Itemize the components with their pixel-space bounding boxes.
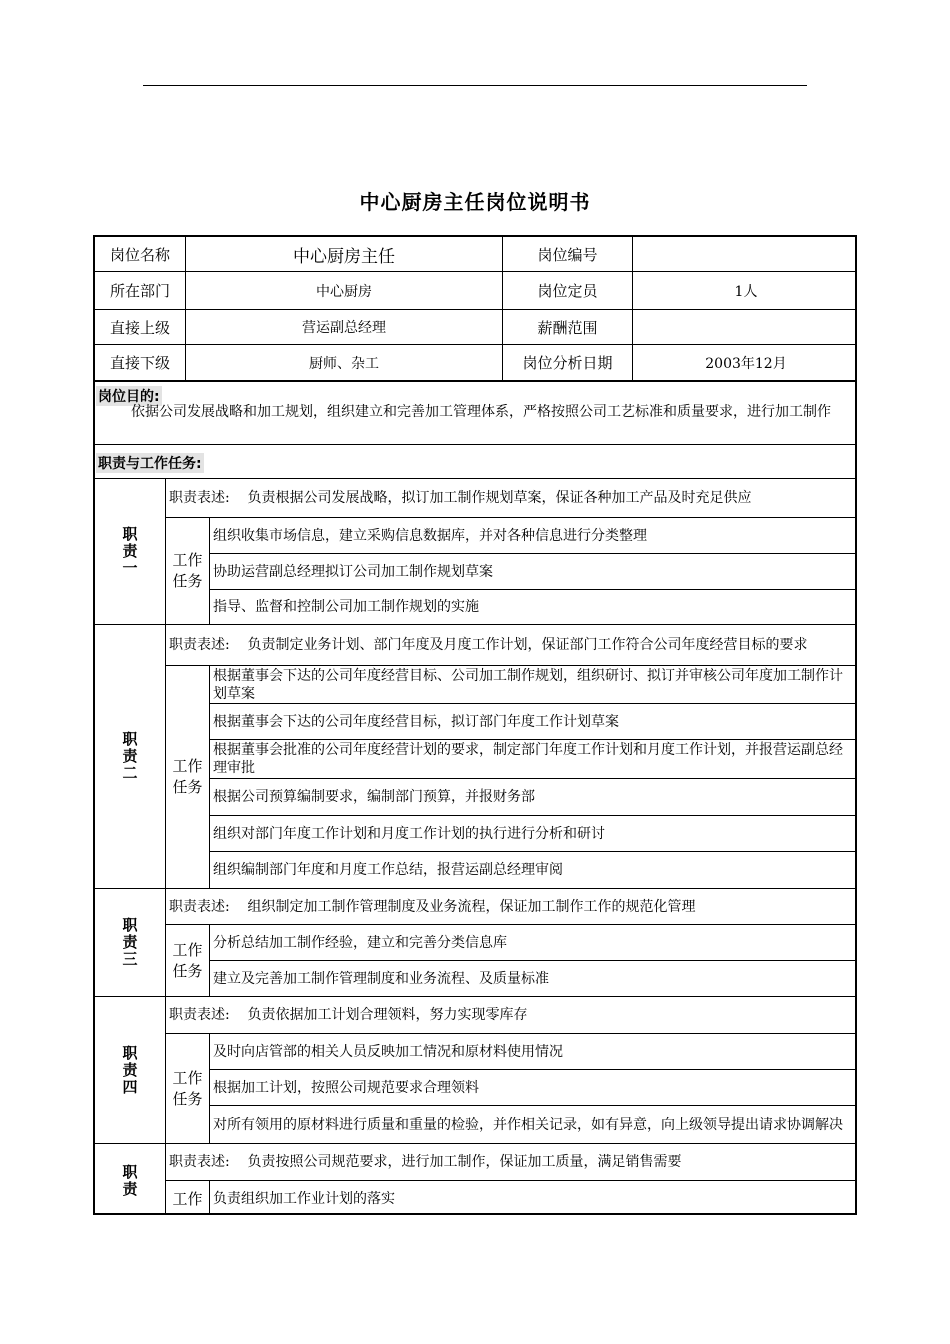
duty-4-statement: 职责表述: 负责依据加工计划合理领料，努力实现零库存 [169,1007,528,1023]
duty-1-task-1: 组织收集市场信息，建立采购信息数据库，并对各种信息进行分类整理 [213,527,647,544]
value-position-code [633,237,857,272]
purpose-heading: 岗位目的: [96,386,162,406]
value-headcount: 1人 [734,283,758,300]
duty-2-task-label: 工作任务 [172,757,203,796]
duty-2-statement: 职责表述: 负责制定业务计划、部门年度及月度工作计划，保证部门工作符合公司年度经营目标的要求 [169,637,808,653]
duty-4-label: 职责四 [120,1044,139,1096]
duty-5-statement: 职责表述: 负责按照公司规范要求，进行加工制作，保证加工质量，满足销售需要 [169,1154,682,1170]
duty-3-task-2: 建立及完善加工制作管理制度和业务流程、及质量标准 [213,970,549,987]
label-department: 所在部门 [109,282,170,300]
value-position-name: 中心厨房主任 [293,247,395,267]
duty-2-label: 职责二 [120,731,139,782]
label-subordinate: 直接下级 [109,354,170,372]
duty-2-task-1: 根据董事会下达的公司年度经营目标、公司加工制作规划，组织研讨、拟订并审核公司年度加工制作计划草案 [213,667,843,702]
duty-1-label: 职责一 [120,526,139,577]
duty-3-task-1: 分析总结加工制作经验，建立和完善分类信息库 [213,934,507,951]
duties-heading: 职责与工作任务: [96,453,204,473]
duty-1-statement: 职责表述: 负责根据公司发展战略，拟订加工制作规划草案，保证各种加工产品及时充足供应 [169,489,752,506]
duty-1-task-2: 协助运营副总经理拟订公司加工制作规划草案 [213,563,493,580]
header-rule [143,85,807,86]
duty-5-task-1: 负责组织加工作业计划的落实 [213,1191,395,1207]
duty-3-task-label: 工作任务 [172,940,203,980]
duty-1-task-label: 工作任务 [172,551,203,590]
duty-3-statement: 职责表述: 组织制定加工制作管理制度及业务流程，保证加工制作工作的规范化管理 [169,898,696,915]
duty-4-task-2: 根据加工计划，按照公司规范要求合理领料 [213,1079,479,1096]
duty-4-task-label: 工作任务 [172,1068,203,1108]
value-department: 中心厨房 [316,283,372,300]
duty-3-label: 职责三 [120,917,139,968]
job-description-table [93,235,857,1215]
label-position-code: 岗位编号 [537,246,598,264]
duty-2-task-2: 根据董事会下达的公司年度经营目标，拟订部门年度工作计划草案 [213,713,619,730]
value-analysis-date: 2003年12月 [705,355,787,372]
duty-2-task-5: 组织对部门年度工作计划和月度工作计划的执行进行分析和研讨 [213,825,605,842]
label-position-name: 岗位名称 [109,246,170,264]
value-salary-range [633,310,857,344]
duty-2-task-3: 根据董事会批准的公司年度经营计划的要求，制定部门年度工作计划和月度工作计划，并报营运副总经理审批 [213,742,843,776]
duty-5-label: 职责 [120,1163,139,1198]
duty-5-task-label: 工作 [172,1189,203,1208]
label-headcount: 岗位定员 [537,282,598,300]
duty-4-task-1: 及时向店管部的相关人员反映加工情况和原材料使用情况 [213,1043,563,1060]
value-subordinate: 厨师、杂工 [309,355,379,372]
duty-2-task-4: 根据公司预算编制要求，编制部门预算，并报财务部 [213,789,535,805]
value-superior: 营运副总经理 [302,320,386,336]
duty-1-task-3: 指导、监督和控制公司加工制作规划的实施 [213,599,479,615]
label-salary-range: 薪酬范围 [537,318,598,337]
label-superior: 直接上级 [109,318,170,337]
duty-4-task-3: 对所有领用的原材料进行质量和重量的检验，并作相关记录，如有异意，向上级领导提出请求协调解决 [213,1116,843,1133]
document-title: 中心厨房主任岗位说明书 [359,190,591,214]
label-analysis-date: 岗位分析日期 [522,354,613,372]
purpose-text: 依据公司发展战略和加工规划，组织建立和完善加工管理体系，严格按照公司工艺标准和质量要求，进行加工制作 [131,404,831,420]
duty-2-task-6: 组织编制部门年度和月度工作总结，报营运副总经理审阅 [213,862,563,878]
